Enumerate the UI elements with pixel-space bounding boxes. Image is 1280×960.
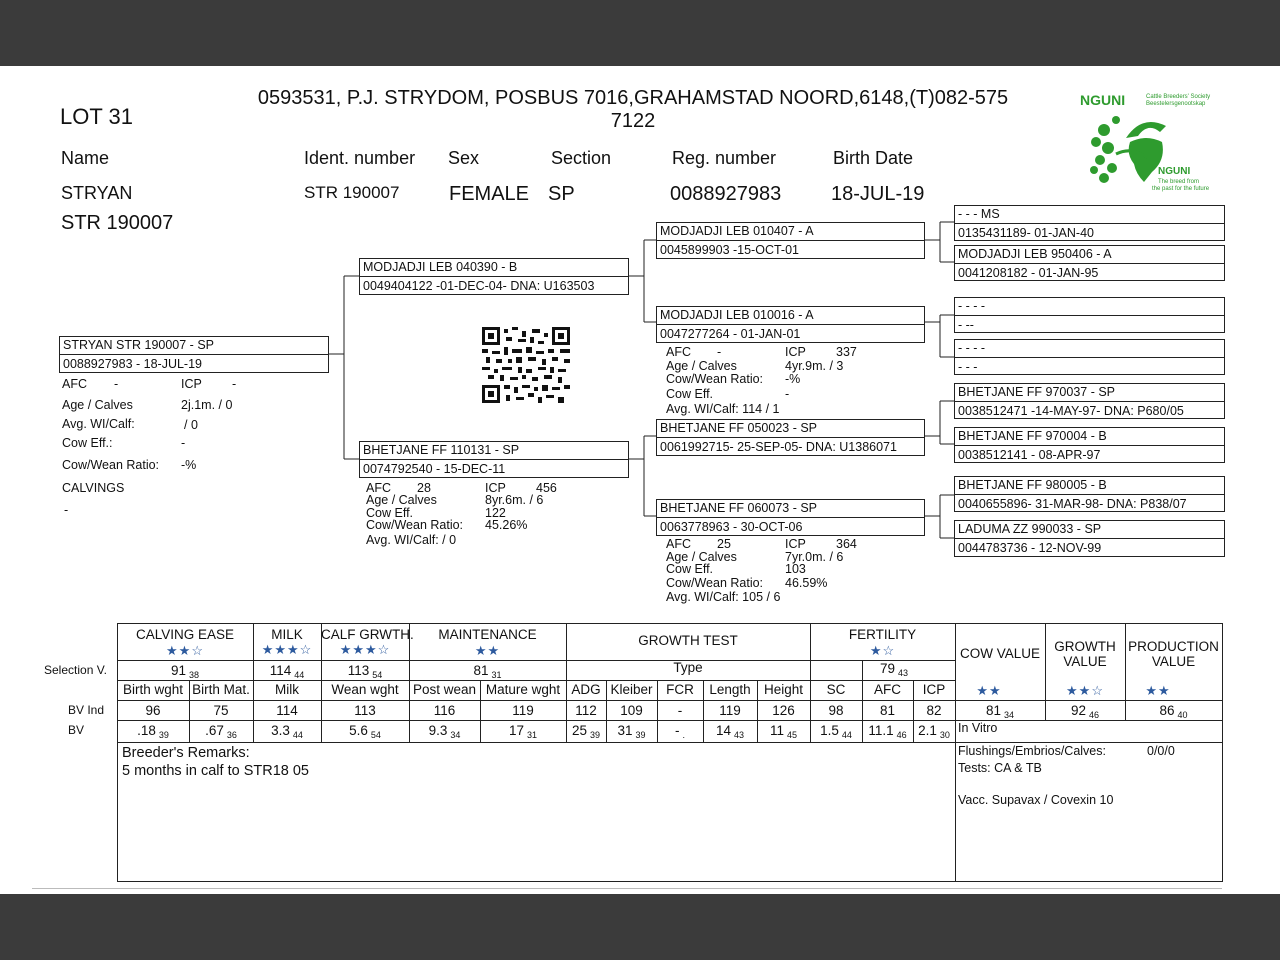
bvind-production-value: 86 $_{40}$ — [1159, 703, 1188, 720]
column-header: AFC — [874, 682, 901, 697]
animal-birth: 18-JUL-19 — [831, 183, 925, 205]
dd-agecalves-label: Age / Calves — [666, 550, 737, 564]
pedigree-ddd-info: 0044783736 - 12-NOV-99 — [958, 541, 1102, 555]
animal-section: SP — [548, 183, 575, 205]
column-header: Birth wght — [122, 682, 184, 697]
sd-agecalves-value: 4yr.9m. / 3 — [785, 359, 844, 373]
pedigree-sss-info: 0135431189- 01-JAN-40 — [958, 226, 1094, 240]
pedigree-ds-name: BHETJANE FF 050023 - SP — [660, 421, 818, 435]
bv-cell: 9.3 $_{34}$ — [428, 723, 461, 740]
dd-cowwean-value: 46.59% — [785, 576, 828, 590]
self-avgwi-label: Avg. WI/Calf: — [62, 417, 135, 431]
bv-cell: 11.1 $_{46}$ — [868, 723, 907, 740]
self-icp-label: ICP — [181, 377, 202, 391]
pedigree-dam-dam — [656, 499, 925, 536]
bvind-cell: 98 — [828, 703, 844, 718]
selection-growth-test-type: Type — [673, 660, 703, 675]
self-cowwean-value: -% — [181, 458, 197, 472]
bv-cell: 14 $_{43}$ — [715, 723, 745, 740]
dd-agecalves-value: 7yr.0m. / 6 — [785, 550, 844, 564]
pedigree-sire-name: MODJADJI LEB 040390 - B — [363, 260, 518, 274]
bv-cell: 1.5 $_{44}$ — [820, 723, 852, 740]
pedigree-dss — [954, 383, 1225, 419]
header-sex: Sex — [448, 148, 480, 168]
pedigree-ss-info: 0045899903 -15-OCT-01 — [660, 243, 799, 257]
dam-coweff-value: 122 — [485, 506, 506, 520]
bv-cell: - $_.$ — [674, 723, 685, 740]
pedigree-dds — [954, 476, 1225, 512]
pedigree-dsd-info: 0038512141 - 08-APR-97 — [958, 448, 1101, 462]
pedigree-ssd-info: 0041208182 - 01-JAN-95 — [958, 266, 1099, 280]
self-icp-value: - — [232, 377, 237, 391]
pedigree-sds — [954, 297, 1225, 333]
column-header: SC — [826, 682, 846, 697]
sd-agecalves-label: Age / Calves — [666, 359, 737, 373]
dd-cowwean-label: Cow/Wean Ratio: — [666, 576, 764, 590]
bv-cell: 3.3 $_{44}$ — [271, 723, 303, 740]
tests-text: Tests: CA & TB — [958, 761, 1042, 775]
stars-calf-growth-icon: ★★★☆ — [339, 642, 391, 657]
bottom-divider — [32, 888, 1222, 889]
pedigree-ss-name: MODJADJI LEB 010407 - A — [660, 224, 814, 238]
bv-cell: 5.6 $_{54}$ — [349, 723, 381, 740]
pedigree-sss-name: - - - MS — [958, 207, 1000, 221]
bvind-cell: 75 — [213, 703, 229, 718]
pedigree-sire-dam — [656, 306, 925, 343]
dam-icp-value: 456 — [536, 481, 557, 495]
self-calvings-value: - — [64, 503, 69, 517]
pedigree-dam-name: BHETJANE FF 110131 - SP — [363, 443, 520, 457]
animal-name: STRYAN — [61, 183, 133, 203]
bv-cell: .67 $_{36}$ — [205, 723, 237, 740]
dam-avgwi: Avg. WI/Calf: / 0 — [366, 533, 457, 547]
sd-icp-value: 337 — [836, 345, 857, 359]
bv-cell: 31 $_{39}$ — [617, 723, 646, 740]
in-vitro-label: In Vitro — [958, 721, 998, 735]
bvind-cell: 126 — [772, 703, 795, 718]
remarks-text: 5 months in calf to STR18 05 — [122, 763, 309, 779]
group-production-value-1: PRODUCTION — [1128, 639, 1219, 654]
selection-milk: 114 $_{44}$ — [269, 663, 305, 680]
sd-cowwean-label: Cow/Wean Ratio: — [666, 372, 764, 386]
pedigree-sd-info: 0047277264 - 01-JAN-01 — [660, 327, 801, 341]
stars-cow-value-icon: ★★ — [976, 683, 1002, 698]
pedigree-sire-sire — [656, 222, 925, 259]
logo-tagline-2: the past for the future — [1152, 186, 1210, 192]
bv-cell: 17 $_{31}$ — [508, 723, 538, 740]
group-milk: MILK — [271, 627, 303, 642]
self-calvings-label: CALVINGS — [62, 481, 125, 495]
pedigree-dss-info: 0038512471 -14-MAY-97- DNA: P680/05 — [958, 404, 1184, 418]
dd-icp-label: ICP — [785, 537, 806, 551]
column-header: ICP — [922, 682, 946, 697]
dd-icp-value: 364 — [836, 537, 857, 551]
bottom-dark-bar — [0, 894, 1280, 960]
bv-cell: 11 $_{45}$ — [769, 723, 798, 740]
lot-number: LOT 31 — [60, 104, 133, 129]
group-fertility: FERTILITY — [848, 627, 917, 642]
bvind-growth-value: 92 $_{46}$ — [1070, 703, 1100, 720]
sd-afc-value: - — [717, 345, 722, 359]
animal-ident: STR 190007 — [304, 183, 400, 202]
column-header: FCR — [666, 682, 694, 697]
pedigree-dds-info: 0040655896- 31-MAR-98- DNA: P838/07 — [958, 497, 1187, 511]
dam-afc-label: AFC — [366, 481, 391, 495]
bvind-cell: 119 — [512, 703, 534, 718]
vacc-text: Vacc. Supavax / Covexin 10 — [958, 793, 1114, 807]
column-header: Length — [709, 682, 751, 697]
bvind-cell: 96 — [145, 703, 161, 718]
header-reg: Reg. number — [672, 148, 777, 168]
bvind-label: BV Ind — [68, 703, 105, 717]
logo-brand: NGUNI — [1080, 92, 1126, 108]
self-afc-value: - — [114, 377, 119, 391]
sd-icp-label: ICP — [785, 345, 806, 359]
column-header: Wean wght — [331, 682, 399, 697]
remarks-title: Breeder's Remarks: — [122, 745, 250, 761]
group-maintenance: MAINTENANCE — [438, 627, 537, 642]
pedigree-sire — [359, 258, 629, 295]
dd-afc-label: AFC — [666, 537, 691, 551]
group-calving-ease: CALVING EASE — [135, 627, 235, 642]
bvind-cell: 109 — [620, 703, 643, 718]
column-header: Birth Mat. — [192, 682, 250, 697]
dam-coweff-label: Cow Eff. — [366, 506, 414, 520]
selection-calving-ease: 91 $_{38}$ — [170, 663, 200, 680]
self-avgwi-value: / 0 — [184, 418, 198, 432]
bv-cell: 2.1 $_{30}$ — [918, 723, 950, 740]
dd-afc-value: 25 — [717, 537, 731, 551]
pedigree-ssd — [954, 245, 1225, 281]
group-production-value-2: VALUE — [1151, 654, 1196, 669]
pedigree-ddd-name: LADUMA ZZ 990033 - SP — [958, 522, 1102, 536]
animal-sex: FEMALE — [449, 183, 530, 205]
stars-production-value-icon: ★★ — [1145, 683, 1171, 698]
stars-fertility-icon: ★☆ — [869, 643, 896, 658]
pedigree-self — [59, 336, 329, 373]
self-afc-label: AFC — [62, 377, 87, 391]
pedigree-ddd — [954, 520, 1225, 557]
bvind-cell: 112 — [575, 703, 597, 718]
bvind-cell: 82 — [926, 703, 942, 718]
pedigree-sds-name: - - - - — [958, 299, 986, 313]
selection-fertility: 79 $_{43}$ — [879, 661, 909, 678]
column-header: Height — [763, 682, 804, 697]
pedigree-sire-info: 0049404122 -01-DEC-04- DNA: U163503 — [363, 279, 595, 293]
bv-cell: .18 $_{39}$ — [137, 723, 169, 740]
bvind-cow-value: 81 $_{34}$ — [985, 703, 1015, 720]
header-section: Section — [551, 148, 612, 168]
group-cow-value: COW VALUE — [959, 646, 1040, 661]
stars-maintenance-icon: ★★ — [474, 643, 501, 658]
animal-ident-large: STR 190007 — [61, 212, 174, 234]
pedigree-dd-info: 0063778963 - 30-OCT-06 — [660, 520, 803, 534]
column-header: ADG — [571, 682, 601, 697]
dam-cowwean-value: 45.26% — [485, 518, 528, 532]
self-coweff-value: - — [181, 436, 186, 450]
bv-cell: 25 $_{39}$ — [571, 723, 601, 740]
logo-tagline-1: The breed from — [1158, 179, 1200, 185]
dam-cowwean-label: Cow/Wean Ratio: — [366, 518, 464, 532]
breeder-line-2: 7122 — [610, 110, 656, 132]
pedigree-sds-info: - -- — [958, 318, 974, 332]
self-coweff-label: Cow Eff.: — [62, 436, 113, 450]
sd-coweff-value: - — [785, 387, 790, 401]
pedigree-dsd — [954, 427, 1225, 463]
selection-label: Selection V. — [44, 663, 107, 677]
column-header: Kleiber — [610, 682, 653, 697]
pedigree-self-name: STRYAN STR 190007 - SP — [63, 338, 214, 352]
logo-badge: NGUNI — [1158, 166, 1191, 177]
pedigree-sd-name: MODJADJI LEB 010016 - A — [660, 308, 814, 322]
pedigree-sss — [954, 205, 1225, 241]
header-ident: Ident. number — [304, 148, 416, 168]
animal-reg: 0088927983 — [670, 183, 782, 205]
breeder-line-1: 0593531, P.J. STRYDOM, POSBUS 7016,GRAHAMSTAD NOORD,6148,(T)082-575 — [257, 87, 1009, 109]
dam-agecalves-value: 8yr.6m. / 6 — [485, 493, 544, 507]
stars-growth-value-icon: ★★☆ — [1066, 683, 1104, 698]
dam-agecalves-label: Age / Calves — [366, 493, 437, 507]
dd-coweff-value: 103 — [785, 562, 806, 576]
group-growth-test: GROWTH TEST — [638, 633, 738, 648]
pedigree-dds-name: BHETJANE FF 980005 - B — [958, 478, 1107, 492]
flushings-label: Flushings/Embrios/Calves: — [958, 744, 1106, 758]
selection-calf-growth: 113 $_{54}$ — [347, 663, 383, 680]
pedigree-ssd-name: MODJADJI LEB 950406 - A — [958, 247, 1112, 261]
bv-label: BV — [68, 723, 85, 737]
stars-calving-ease-icon: ★★☆ — [166, 643, 204, 658]
stars-milk-icon: ★★★☆ — [261, 642, 313, 657]
pedigree-sdd-info: - - - — [958, 360, 978, 374]
sd-coweff-label: Cow Eff. — [666, 387, 714, 401]
flushings-value: 0/0/0 — [1147, 744, 1175, 758]
self-agecalves-label: Age / Calves — [62, 398, 133, 412]
group-growth-value-1: GROWTH — [1054, 639, 1116, 654]
column-header: Post wean — [412, 682, 477, 697]
qr-code-icon — [482, 327, 570, 403]
pedigree-dd-name: BHETJANE FF 060073 - SP — [660, 501, 818, 515]
column-header: Milk — [275, 682, 299, 697]
header-name: Name — [61, 148, 110, 168]
pedigree-dss-name: BHETJANE FF 970037 - SP — [958, 385, 1116, 399]
sd-cowwean-value: -% — [785, 372, 801, 386]
group-growth-value-2: VALUE — [1063, 654, 1107, 669]
bvind-cell: 113 — [354, 703, 376, 718]
dd-coweff-label: Cow Eff. — [666, 562, 714, 576]
sd-avgwi: Avg. WI/Calf: 114 / 1 — [666, 402, 780, 416]
pedigree-dam-sire — [656, 419, 925, 456]
pedigree-dsd-name: BHETJANE FF 970004 - B — [958, 429, 1107, 443]
bvind-cell: 119 — [719, 703, 741, 718]
dd-avgwi: Avg. WI/Calf: 105 / 6 — [666, 590, 781, 604]
dam-afc-value: 28 — [417, 481, 431, 495]
sd-afc-label: AFC — [666, 345, 691, 359]
selection-maintenance: 81 $_{31}$ — [473, 663, 502, 680]
bvind-cell: 116 — [433, 703, 456, 718]
pedigree-self-info: 0088927983 - 18-JUL-19 — [63, 357, 202, 371]
bvind-cell: - — [677, 703, 683, 718]
pedigree-dam — [359, 441, 629, 478]
pedigree-ds-info: 0061992715- 25-SEP-05- DNA: U1386071 — [660, 440, 897, 454]
pedigree-sdd-name: - - - - — [958, 341, 986, 355]
bvind-cell: 114 — [276, 703, 298, 718]
self-cowwean-label: Cow/Wean Ratio: — [62, 458, 160, 472]
header-birth: Birth Date — [833, 148, 914, 168]
bvind-cell: 81 — [879, 703, 896, 718]
logo-society-2: Beestelersgenootskap — [1146, 101, 1206, 107]
logo-society-1: Cattle Breeders' Society — [1146, 94, 1211, 100]
column-header: Mature wght — [485, 682, 561, 697]
self-agecalves-value: 2j.1m. / 0 — [181, 398, 233, 412]
pedigree-sdd — [954, 339, 1225, 375]
pedigree-dam-info: 0074792540 - 15-DEC-11 — [363, 462, 506, 476]
group-calf-growth: CALF GRWTH. — [321, 627, 414, 642]
dam-icp-label: ICP — [485, 481, 506, 495]
